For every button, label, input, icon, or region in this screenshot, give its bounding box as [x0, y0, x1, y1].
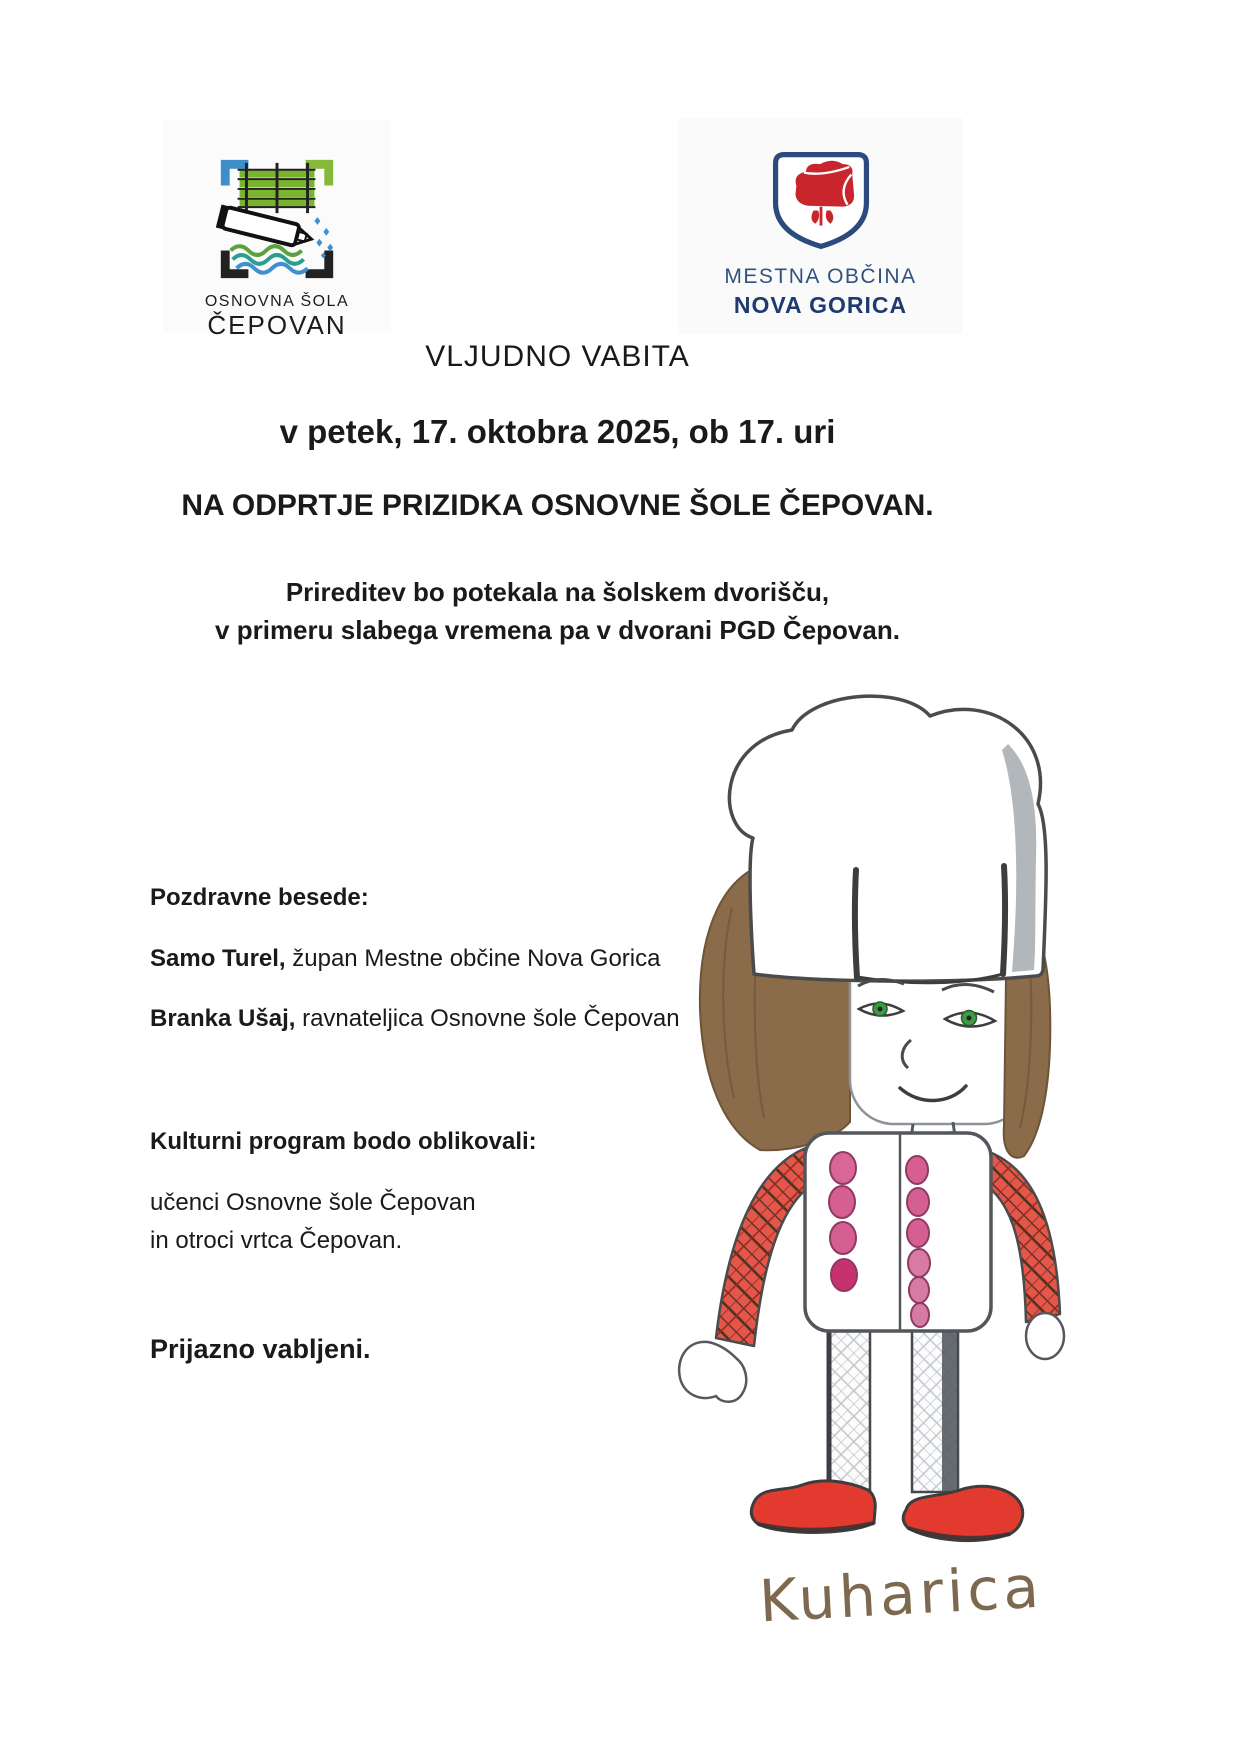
- school-name-line1: OSNOVNA ŠOLA: [204, 293, 350, 310]
- municipality-logo-block: [678, 118, 963, 334]
- program-heading: Kulturni program bodo oblikovali:: [150, 1128, 537, 1155]
- venue-line-1: Prireditev bo potekala na šolskem dvorišču,: [285, 577, 830, 607]
- page-title: VLJUDNO VABITA: [425, 340, 690, 373]
- speaker2-name: Branka Ušaj,: [150, 1005, 296, 1032]
- greetings-heading: Pozdravne besede:: [150, 884, 369, 911]
- logo-marker: [216, 204, 314, 250]
- venue-line-2: v primeru slabega vremena pa v dvorani PGD Čepovan.: [215, 615, 900, 645]
- chef-hat: [729, 696, 1046, 983]
- logo-waves: [231, 246, 308, 273]
- chef-jacket: [805, 1133, 991, 1331]
- municipality-shield-icon: [762, 148, 880, 254]
- closing-line: Prijazno vabljeni.: [150, 1334, 371, 1364]
- speaker1-name: Samo Turel,: [150, 945, 286, 972]
- school-logo-icon: [201, 150, 353, 288]
- municipality-name-line1: MESTNA OBČINA: [724, 265, 917, 288]
- school-name-line2: ČEPOVAN: [207, 310, 347, 340]
- speaker1-role: župan Mestne občine Nova Gorica: [285, 945, 661, 972]
- speaker2-role: ravnateljica Osnovne šole Čepovan: [295, 1005, 680, 1032]
- shoes: [751, 1481, 1022, 1541]
- event-heading: NA ODPRTJE PRIZIDKA OSNOVNE ŠOLE ČEPOVAN.: [181, 489, 934, 522]
- drawing-caption: Kuharica: [757, 1552, 1045, 1636]
- program-line-2: in otroci vrtca Čepovan.: [150, 1227, 403, 1254]
- event-datetime: v petek, 17. oktobra 2025, ob 17. uri: [279, 413, 836, 450]
- legs: [828, 1328, 958, 1492]
- program-line-1: učenci Osnovne šole Čepovan: [150, 1189, 476, 1216]
- municipality-name-line2: NOVA GORICA: [733, 292, 908, 318]
- kuharica-drawing: [612, 678, 1092, 1638]
- logo-green-bars: [238, 163, 316, 213]
- school-logo-block: [163, 120, 391, 340]
